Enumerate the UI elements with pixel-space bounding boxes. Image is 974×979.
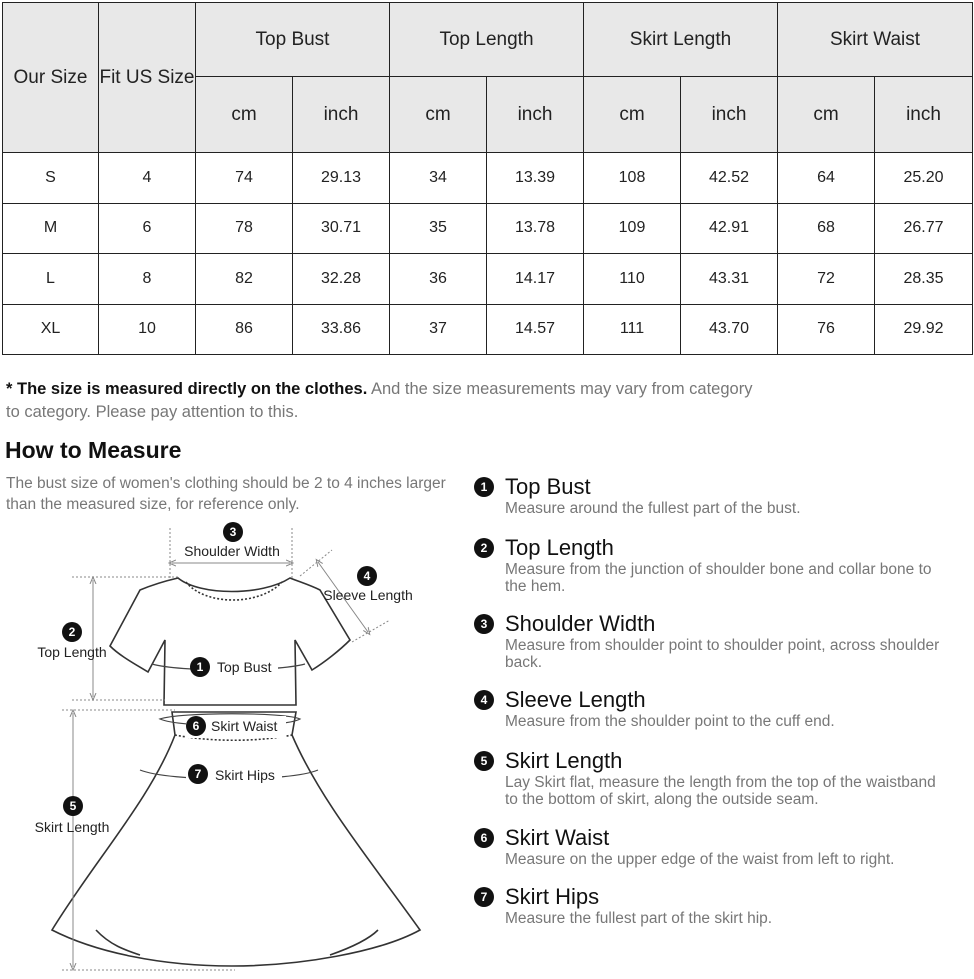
badge-7-number: 7 — [194, 767, 202, 781]
table-row — [3, 153, 973, 204]
label-skirt-length: Skirt Length — [34, 819, 110, 835]
unit-header: inch — [875, 77, 973, 153]
unit-header: inch — [681, 77, 778, 153]
badge-2-number: 2 — [68, 625, 76, 639]
badge-6-number: 6 — [192, 719, 200, 733]
table-cell: 4 — [99, 153, 196, 204]
table-cell: 26.77 — [875, 203, 973, 254]
label-top-bust: Top Bust — [217, 659, 272, 675]
header-top-bust: Top Bust — [196, 3, 390, 77]
table-cell: 78 — [196, 203, 293, 254]
table-cell: 13.39 — [487, 153, 584, 204]
number-badge: 2 — [474, 538, 494, 558]
number-badge: 4 — [474, 690, 494, 710]
label-sleeve-length: Sleeve Length — [323, 587, 413, 603]
unit-header: inch — [293, 77, 390, 153]
table-cell: 74 — [196, 153, 293, 204]
number-badge: 6 — [474, 828, 494, 848]
table-row — [3, 254, 973, 305]
number-badge: 3 — [474, 614, 494, 634]
header-top-length: Top Length — [390, 3, 584, 77]
badge-5-number: 5 — [69, 799, 77, 813]
measure-description: Measure from the junction of shoulder bone and collar bone to the hem. — [505, 561, 932, 595]
size-cell: M — [3, 203, 99, 254]
number-badge: 1 — [474, 477, 494, 497]
table-cell: 29.92 — [875, 304, 973, 355]
table-cell: 82 — [196, 254, 293, 305]
measure-title: Sleeve Length — [505, 687, 646, 712]
table-cell: 10 — [99, 304, 196, 355]
unit-header: cm — [390, 77, 487, 153]
header-fit-us-size: Fit US Size — [99, 3, 196, 153]
label-shoulder-width: Shoulder Width — [184, 543, 280, 559]
size-note — [6, 378, 766, 424]
table-cell: 86 — [196, 304, 293, 355]
size-note-bold: * The size is measured directly on the clothes. — [6, 380, 368, 398]
measure-title: Skirt Length — [505, 748, 623, 773]
table-cell: 43.31 — [681, 254, 778, 305]
unit-header: inch — [487, 77, 584, 153]
dress-measurement-diagram — [0, 515, 460, 979]
table-cell: 34 — [390, 153, 487, 204]
table-cell: 111 — [584, 304, 681, 355]
header-skirt-waist: Skirt Waist — [778, 3, 973, 77]
table-body — [3, 153, 973, 355]
badge-1-number: 1 — [196, 660, 204, 674]
table-cell: 13.78 — [487, 203, 584, 254]
table-cell: 28.35 — [875, 254, 973, 305]
unit-header: cm — [584, 77, 681, 153]
measure-title: Shoulder Width — [505, 611, 656, 636]
table-cell: 14.17 — [487, 254, 584, 305]
measure-title: Top Bust — [505, 474, 591, 499]
table-cell: 37 — [390, 304, 487, 355]
table-cell: 64 — [778, 153, 875, 204]
table-cell: 32.28 — [293, 254, 390, 305]
number-badge: 7 — [474, 887, 494, 907]
table-cell: 29.13 — [293, 153, 390, 204]
header-skirt-length: Skirt Length — [584, 3, 778, 77]
label-top-length: Top Length — [37, 644, 107, 660]
table-cell: 109 — [584, 203, 681, 254]
dress-top-outline — [110, 578, 350, 705]
badge-3-number: 3 — [229, 525, 237, 539]
size-chart-table — [2, 2, 973, 355]
table-cell: 72 — [778, 254, 875, 305]
table-cell: 68 — [778, 203, 875, 254]
table-cell: 36 — [390, 254, 487, 305]
number-badge: 5 — [474, 751, 494, 771]
label-skirt-hips: Skirt Hips — [215, 767, 275, 783]
label-skirt-waist: Skirt Waist — [211, 718, 278, 734]
measure-description: Measure from the shoulder point to the cuff end. — [505, 713, 835, 730]
size-cell: S — [3, 153, 99, 204]
table-cell: 14.57 — [487, 304, 584, 355]
measure-description: Measure on the upper edge of the waist from left to right. — [505, 851, 895, 868]
table-cell: 43.70 — [681, 304, 778, 355]
table-row — [3, 304, 973, 355]
unit-header: cm — [196, 77, 293, 153]
table-cell: 30.71 — [293, 203, 390, 254]
how-to-measure-subtitle: The bust size of women's clothing should be 2 to 4 inches larger than the measured size, for reference only. — [6, 475, 446, 513]
measure-title: Skirt Waist — [505, 825, 610, 850]
measure-description: Measure from shoulder point to shoulder point, across shoulder back. — [505, 637, 940, 671]
measure-title: Skirt Hips — [505, 884, 600, 909]
table-cell: 42.52 — [681, 153, 778, 204]
table-cell: 76 — [778, 304, 875, 355]
measure-title: Top Length — [505, 535, 614, 560]
unit-header: cm — [778, 77, 875, 153]
size-note-text: And the size measurements may vary from category to category. Please pay attention to this. — [6, 380, 753, 421]
badge-4-number: 4 — [363, 569, 371, 583]
table-cell: 33.86 — [293, 304, 390, 355]
table-cell: 6 — [99, 203, 196, 254]
measure-description: Measure around the fullest part of the bust. — [505, 500, 801, 517]
table-cell: 35 — [390, 203, 487, 254]
table-row — [3, 203, 973, 254]
table-cell: 42.91 — [681, 203, 778, 254]
how-to-measure-title: How to Measure — [5, 437, 182, 463]
header-our-size: Our Size — [3, 3, 99, 153]
table-cell: 25.20 — [875, 153, 973, 204]
size-cell: XL — [3, 304, 99, 355]
measure-description: Measure the fullest part of the skirt hip. — [505, 910, 773, 927]
size-cell: L — [3, 254, 99, 305]
table-cell: 110 — [584, 254, 681, 305]
dress-skirt-outline — [52, 712, 420, 966]
table-cell: 108 — [584, 153, 681, 204]
table-cell: 8 — [99, 254, 196, 305]
measure-description: Lay Skirt flat, measure the length from the top of the waistband to the bottom of skirt, along the outside seam. — [505, 774, 936, 808]
